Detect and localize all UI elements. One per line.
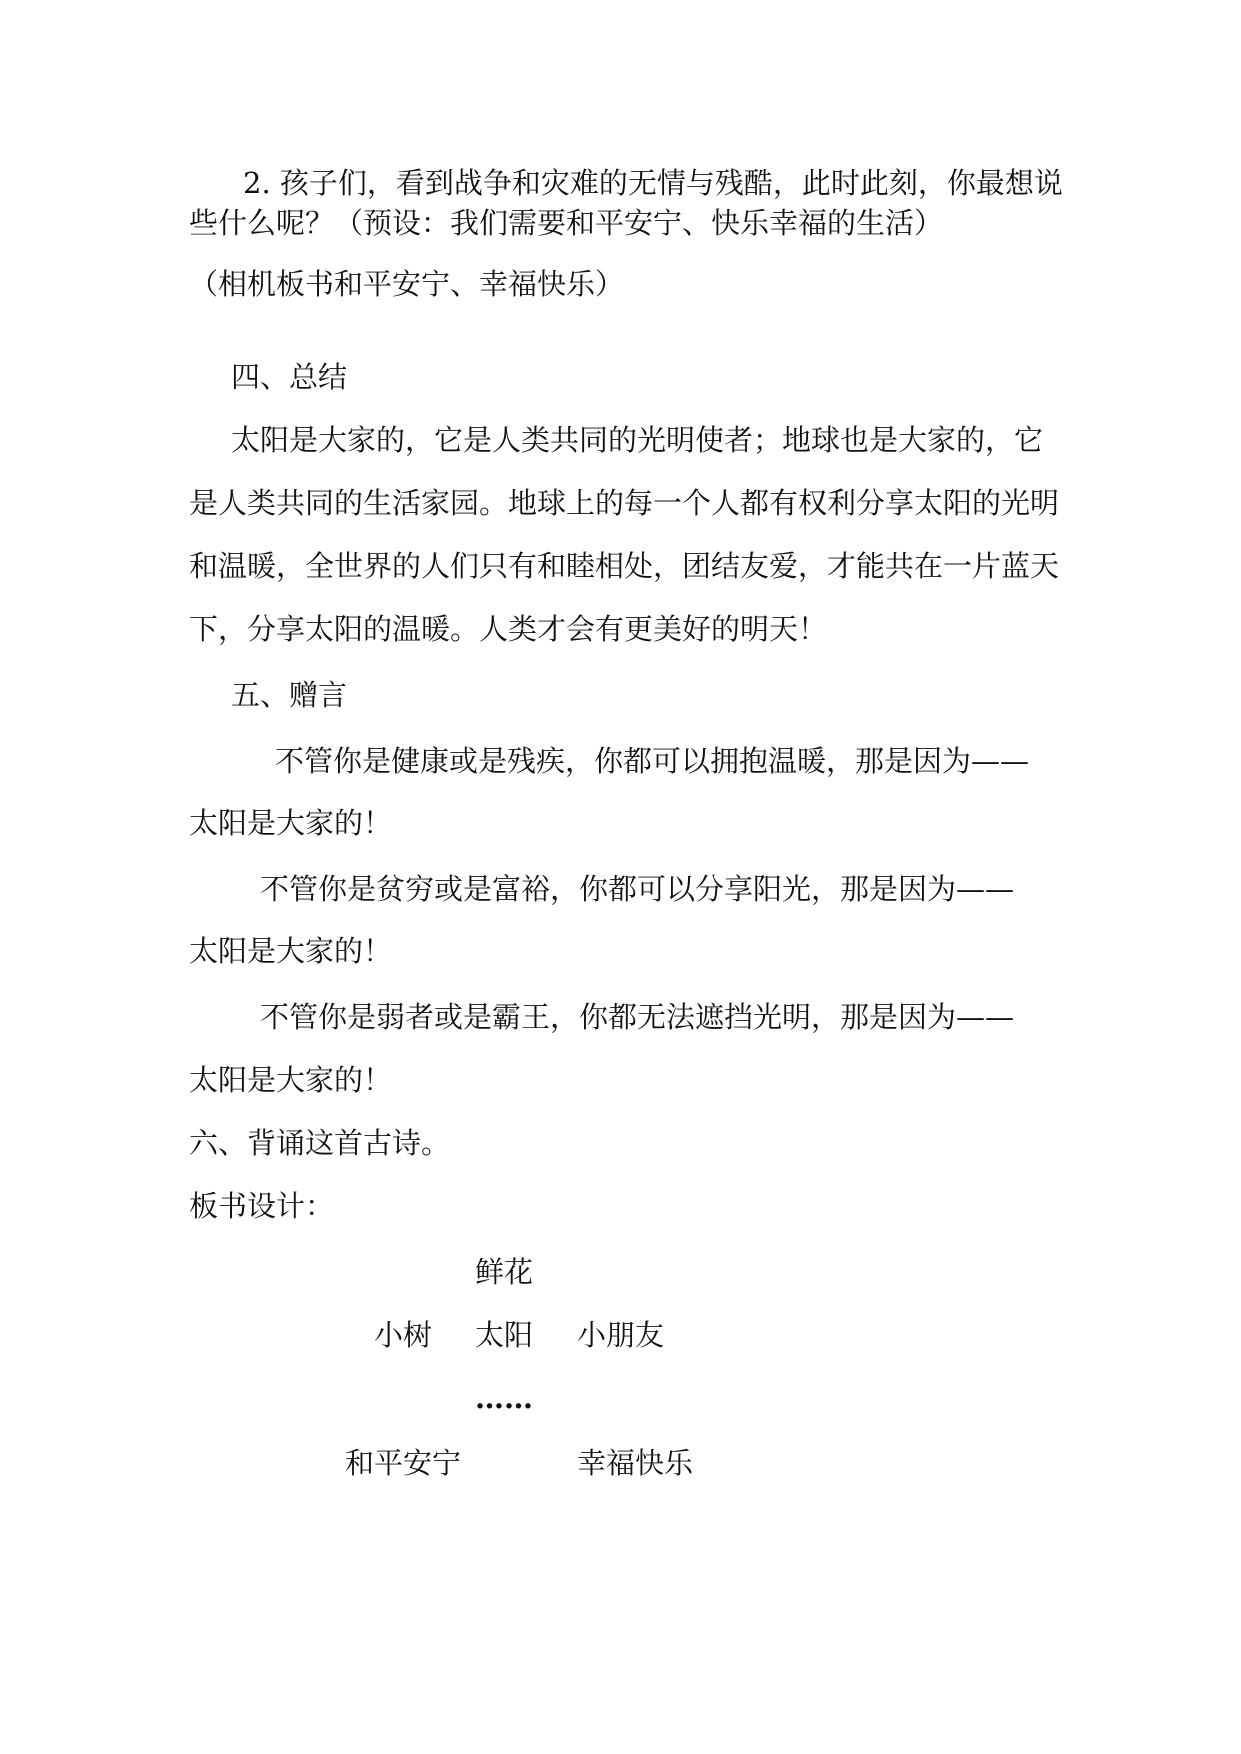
question-2-line-2: 些什么呢？（预设：我们需要和平安宁、快乐幸福的生活） [189, 206, 944, 240]
board-word-flower: 鲜花 [475, 1255, 534, 1289]
summary-line-1: 太阳是大家的，它是人类共同的光明使者；地球也是大家的，它 [231, 423, 1044, 457]
board-design-label: 板书设计： [189, 1189, 335, 1223]
section-4-title: 四、总结 [231, 360, 348, 394]
gift-1-line-1: 不管你是健康或是残疾，你都可以拥抱温暖，那是因为—— [275, 744, 1030, 778]
gift-3-line-1: 不管你是弱者或是霸王，你都无法遮挡光明，那是因为—— [260, 1000, 1015, 1034]
gift-1-line-2: 太阳是大家的！ [189, 806, 393, 840]
board-ellipsis: …… [475, 1381, 533, 1415]
board-note: （相机板书和平安宁、幸福快乐） [189, 267, 625, 301]
summary-line-3: 和温暖，全世界的人们只有和睦相处，团结友爱，才能共在一片蓝天 [189, 549, 1060, 583]
question-2-line-1: 2. 孩子们，看到战争和灾难的无情与残酷，此时此刻，你最想说 [243, 166, 1063, 200]
board-word-tree: 小树 [374, 1318, 433, 1352]
gift-2-line-1: 不管你是贫穷或是富裕，你都可以分享阳光，那是因为—— [260, 872, 1015, 906]
board-word-happiness: 幸福快乐 [577, 1446, 694, 1480]
gift-3-line-2: 太阳是大家的！ [189, 1063, 393, 1097]
board-word-child: 小朋友 [577, 1318, 665, 1352]
section-6-title: 六、背诵这首古诗。 [189, 1126, 451, 1160]
gift-2-line-2: 太阳是大家的！ [189, 934, 393, 968]
board-word-peace: 和平安宁 [345, 1446, 462, 1480]
summary-line-2: 是人类共同的生活家园。地球上的每一个人都有权利分享太阳的光明 [189, 486, 1060, 520]
section-5-title: 五、赠言 [231, 678, 348, 712]
summary-line-4: 下，分享太阳的温暖。人类才会有更美好的明天！ [189, 612, 828, 646]
board-word-sun: 太阳 [475, 1318, 534, 1352]
